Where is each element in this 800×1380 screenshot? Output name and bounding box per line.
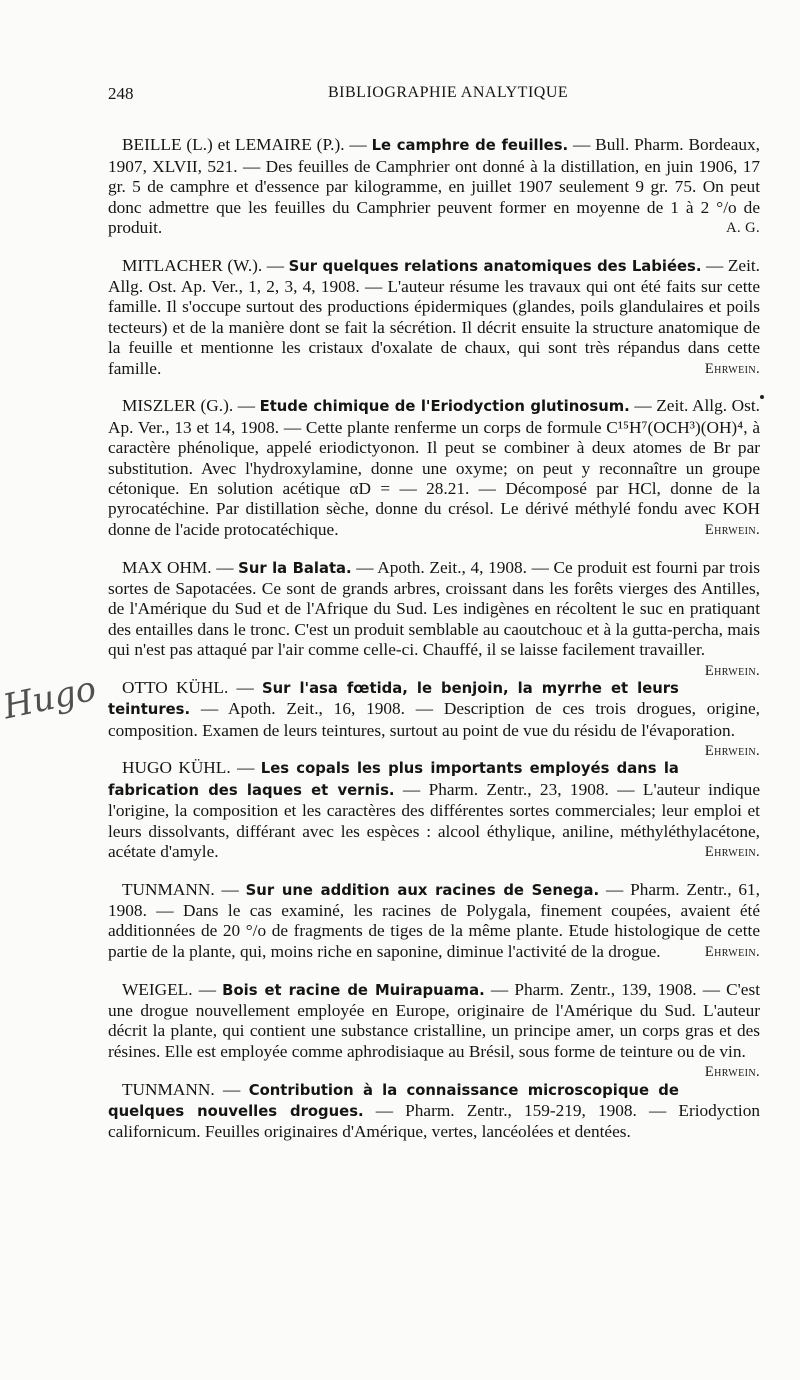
entry-author: OTTO KÜHL. — bbox=[122, 677, 262, 697]
bibliography-entry bbox=[108, 979, 760, 1081]
bibliography-entries bbox=[108, 118, 760, 1159]
entry-body: — Bull. Pharm. Bordeaux, 1907, XLVII, 521. — Des feuilles de Camphrier ont donné à la distillation, en juin 1906, 17 gr. 5 de camphre et d'essence par kilogramme, en juillet 1907 seulement 9 gr. 75. On peut donc admettre que les feuilles du Camphrier peuvent former en moyenne de 1 à 2 °/o de produit. bbox=[108, 135, 760, 237]
entry-signature: Ehrwein. bbox=[704, 943, 760, 960]
entry-title: Etude chimique de l'Eriodyction glutinosum. bbox=[259, 398, 630, 416]
page-number: 248 bbox=[108, 84, 134, 103]
bibliography-entry bbox=[108, 880, 760, 963]
entry-title: Bois et racine de Muirapuama. bbox=[222, 981, 485, 999]
entry-signature: Ehrwein. bbox=[704, 1064, 760, 1081]
entry-title: Le camphre de feuilles. bbox=[371, 137, 569, 155]
bibliography-entry bbox=[108, 758, 760, 862]
entry-signature: Ehrwein. bbox=[704, 662, 760, 679]
entry-author: MISZLER (G.). — bbox=[122, 396, 260, 416]
entry-body: — Pharm. Zentr., 61, 1908. — Dans le cas examiné, les racines de Polygala, finement coupées, avaient été additionnées de 20 °/o de fragments de tiges de la même plante. Etude histologique de cette partie de la plante, qui, moins riche en saponine, diminue l'activité de la drogue. bbox=[108, 879, 760, 961]
entry-title: Sur une addition aux racines de Senega. bbox=[245, 881, 600, 899]
entry-title: Sur quelques relations anatomiques des Labiées. bbox=[288, 257, 702, 275]
entry-title: Sur la Balata. bbox=[238, 559, 352, 577]
entry-title: Les copals les plus importants employés dans la fabrication des laques et vernis. bbox=[108, 760, 679, 799]
entry-author: WEIGEL. — bbox=[122, 979, 223, 999]
entry-author: BEILLE (L.) et LEMAIRE (P.). — bbox=[122, 135, 372, 155]
ink-dot bbox=[760, 395, 764, 399]
entry-signature: Ehrwein. bbox=[704, 360, 760, 377]
entry-author: TUNMANN. — bbox=[122, 1079, 249, 1099]
entry-body: — Apoth. Zeit., 16, 1908. — Description de ces trois drogues, origine, composition. Examen de leurs teintures, surtout au point de vue du résidu de l'évaporation. bbox=[108, 699, 760, 740]
entry-author: MITLACHER (W.). — bbox=[122, 255, 289, 275]
bibliography-entry bbox=[108, 677, 760, 760]
entry-signature: Ehrwein. bbox=[704, 521, 760, 538]
bibliography-entry bbox=[108, 135, 760, 238]
entry-title: Contribution à la connaissance microscopique de quelques nouvelles drogues. bbox=[108, 1081, 679, 1120]
bibliography-entry bbox=[108, 396, 760, 540]
running-title: BIBLIOGRAPHIE ANALYTIQUE bbox=[328, 84, 569, 101]
bibliography-entry bbox=[108, 256, 760, 379]
handwritten-margin-note: Hugo bbox=[0, 668, 100, 728]
entry-body: — Zeit. Allg. Ost. Ap. Ver., 1, 2, 3, 4, 1908. — L'auteur résume les travaux qui ont été faits sur cette famille. Il s'occupe surtout des productions épidermiques (glandes, poils glandulaires et poils tecteurs) et de la manière dont se fait la sécrétion. Il décrit ensuite la structure anatomique de la feuille et mentionne les cristaux d'oxalate de chaux, qui sont très répandus dans cette famille. bbox=[108, 255, 760, 378]
entry-body: — Pharm. Zentr., 23, 1908. — L'auteur indique l'origine, la composition et les caractères des différentes sortes commerciales; leur emploi et leurs dissolvants, différant avec les espèces : alcool éthylique, aniline, méthyléthylacétone, acétate d'amyle. bbox=[108, 779, 760, 861]
entry-signature: Ehrwein. bbox=[704, 743, 760, 760]
entry-body: — Pharm. Zentr., 159-219, 1908. — Eriodyction californicum. Feuilles originaires d'Amérique, vertes, lancéolées et dentées. bbox=[108, 1100, 760, 1142]
entry-author: HUGO KÜHL. — bbox=[122, 758, 261, 778]
entry-author: MAX OHM. — bbox=[122, 557, 239, 577]
entry-body: — Apoth. Zeit., 4, 1908. — Ce produit est fourni par trois sortes de Sapotacées. Ce sont de grands arbres, croissant dans les forêts vierges des Antilles, de l'Amérique du Sud et de l'Afrique du Sud. Les indigènes en récoltent le suc en pratiquant des entailles dans le tronc. C'est un produit semblable au caoutchouc et à la gutta-percha, mais qui n'est pas attaqué par l'air comme celle-ci. Chauffé, il se laisse facilement travailler. bbox=[108, 557, 761, 660]
entry-signature: Ehrwein. bbox=[704, 843, 760, 860]
entry-title: Sur l'asa fœtida, le benjoin, la myrrhe et leurs teintures. bbox=[108, 679, 679, 719]
bibliography-entry bbox=[108, 1080, 760, 1143]
entry-body: — Pharm. Zentr., 139, 1908. — C'est une drogue nouvellement employée en Europe, originaire de l'Amérique du Sud. L'auteur décrit la plante, qui contient une substance cristalline, un principe amer, un corps gras et des résines. Elle est employée comme aphrodisiaque au Brésil, sous forme de teinture ou de vin. bbox=[108, 979, 760, 1061]
bibliography-entry bbox=[108, 557, 761, 679]
entry-author: TUNMANN. — bbox=[122, 879, 246, 899]
entry-body: — Zeit. Allg. Ost. Ap. Ver., 13 et 14, 1908. — Cette plante renferme un corps de formule C¹⁵H⁷(OCH³)(OH)⁴, à caractère phénolique, appelé eriodictyonon. Il peut se combiner à deux atomes de Br par substitution. Avec l'hydroxylamine, donne une oxyme; on peut y reconnaître un groupe cétonique. En solution acétique αD = — 28.21. — Décomposé par HCl, donne de la pyrocatéchine. Par distillation sèche, donne du crésol. Le dérivé méthylé fondu avec KOH donne de l'acide protocatéchique. bbox=[108, 396, 760, 539]
entry-signature: A. G. bbox=[726, 219, 760, 236]
page-header bbox=[108, 84, 760, 108]
